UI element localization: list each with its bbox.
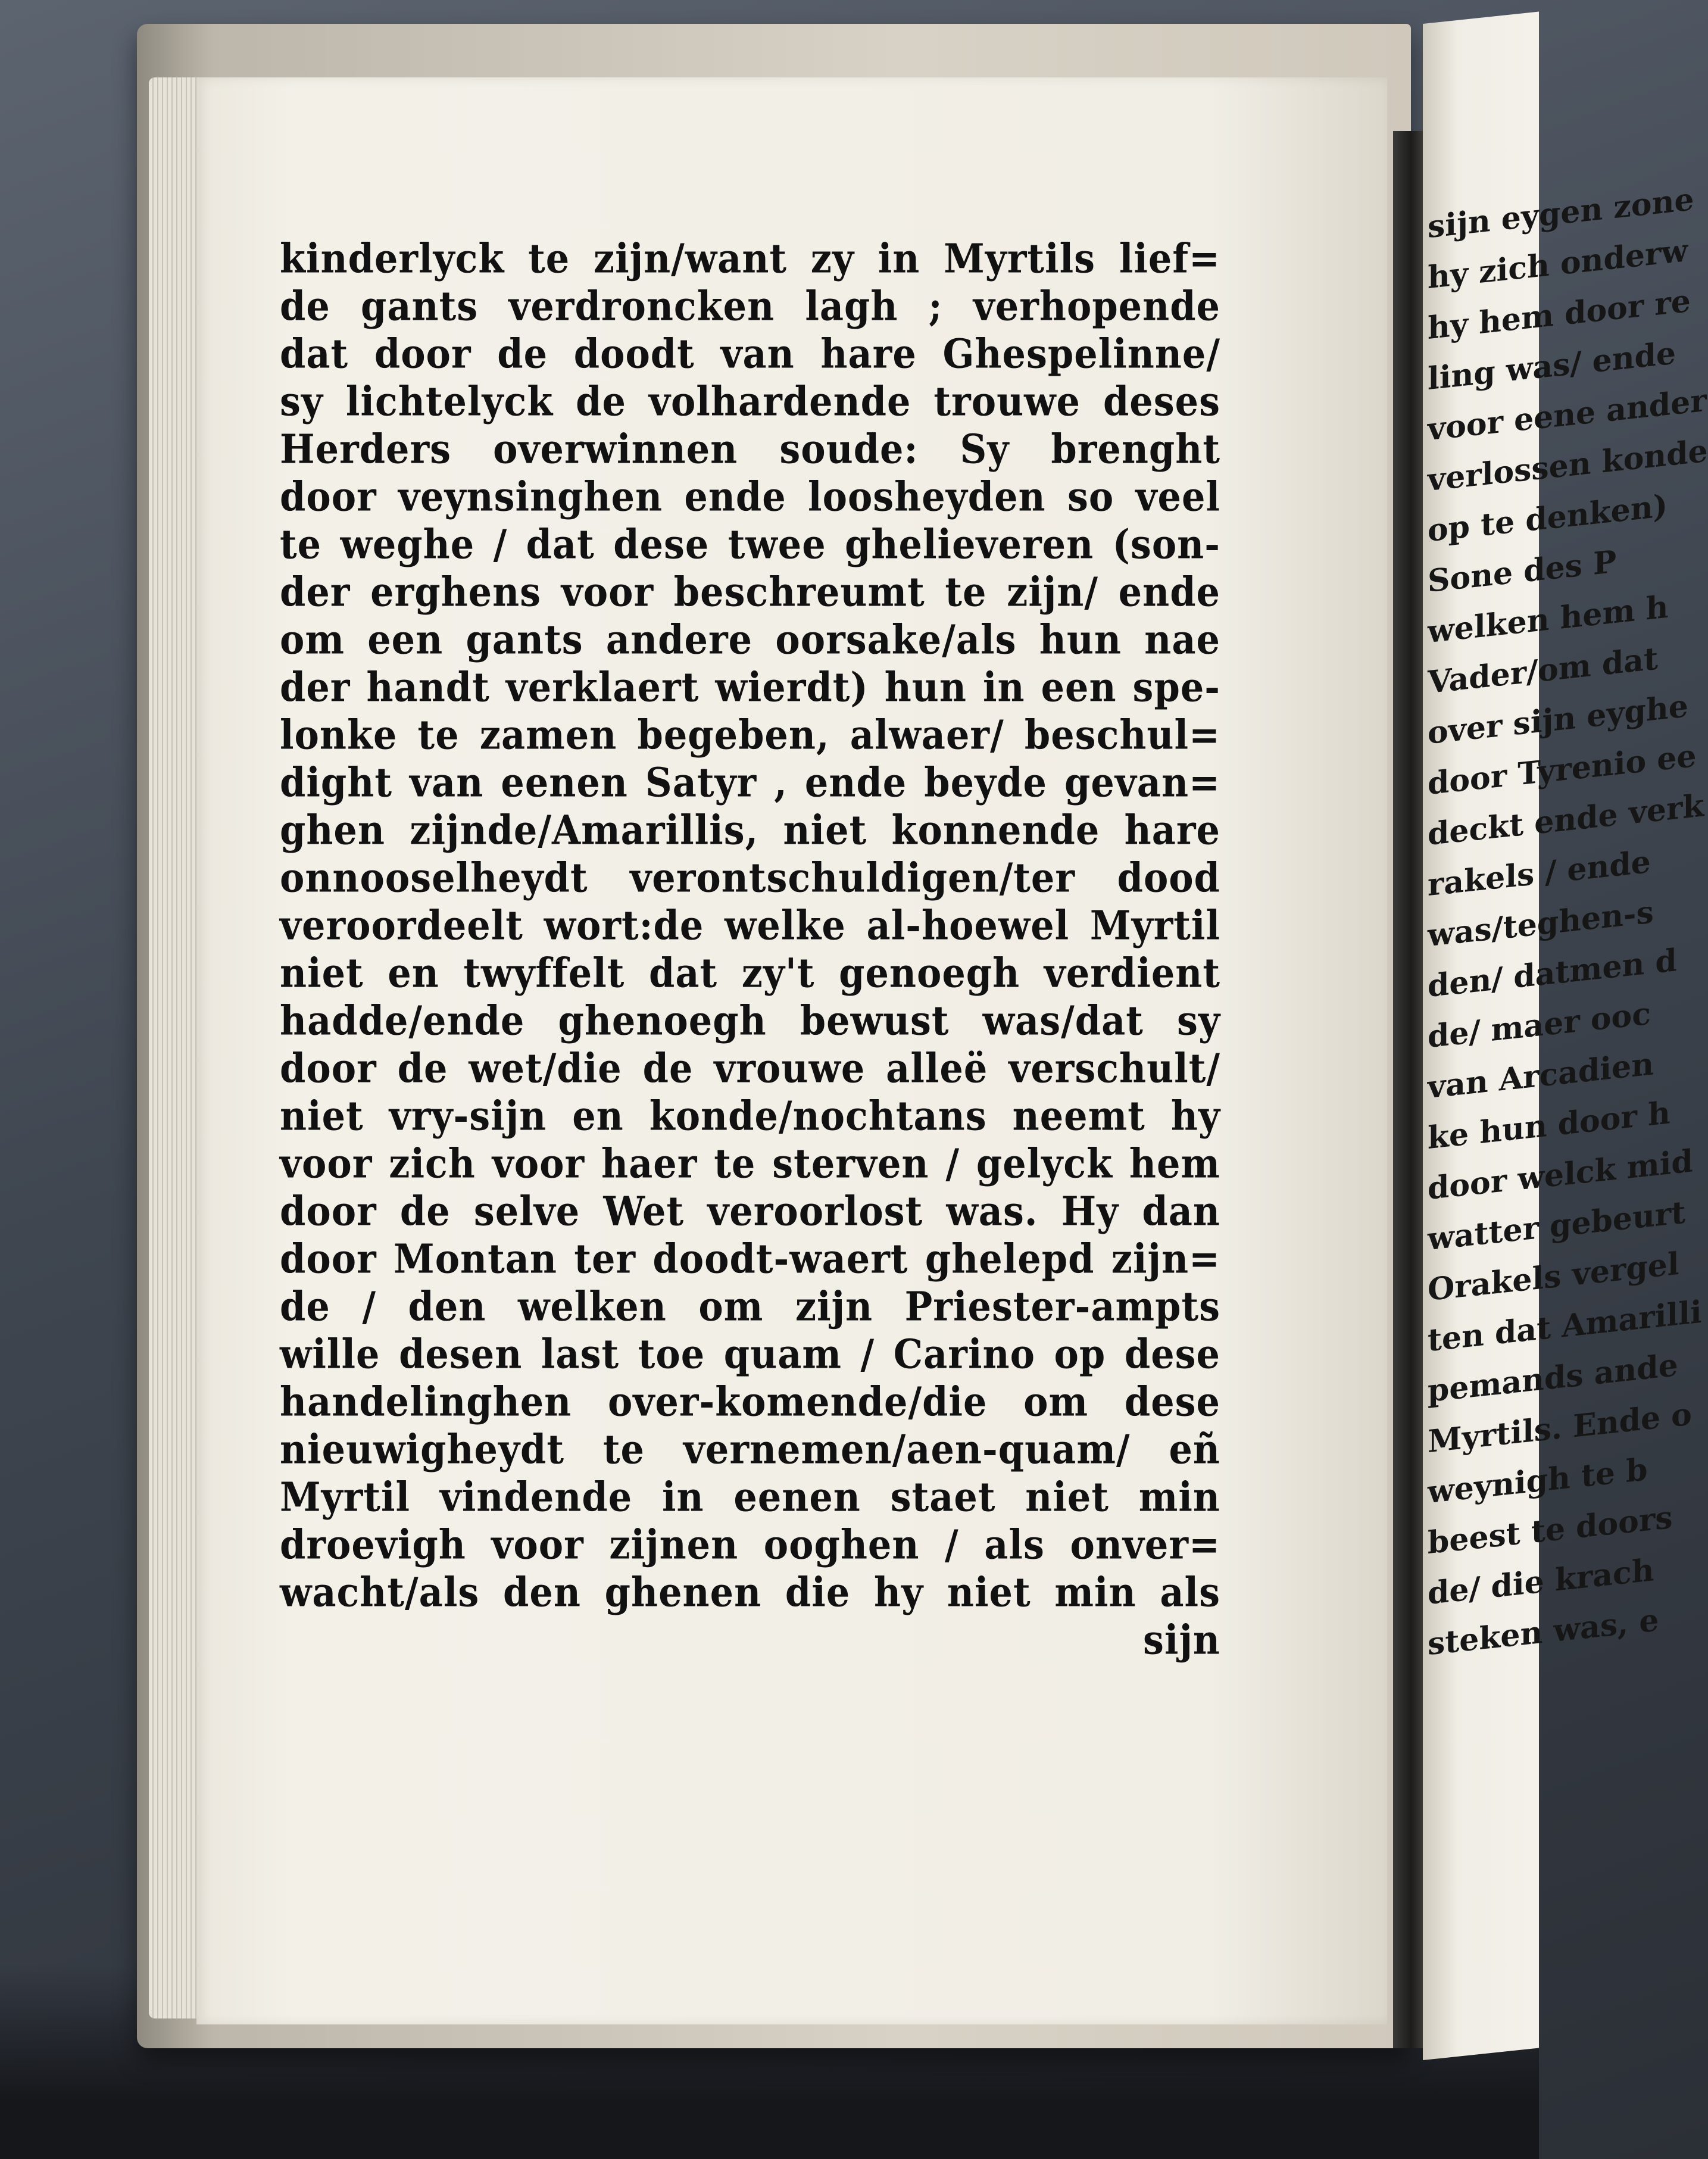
right-text-line: rakels / ende	[1428, 843, 1651, 904]
text-line: sy lichtelyck de volhardende trouwe deses	[280, 378, 1220, 425]
left-page-text	[280, 235, 1220, 1664]
right-text-line: hy hem door re	[1428, 282, 1691, 347]
right-text-line: deckt ende verk	[1428, 787, 1704, 853]
text-line: voor zich voor haer te sterven / gelyck hem	[280, 1140, 1220, 1187]
text-line: wille desen last toe quam / Carino op dese	[280, 1331, 1220, 1378]
right-text-line: op te denken)	[1428, 487, 1668, 550]
right-text-line: de/ die krach	[1428, 1552, 1654, 1612]
text-line: onnooselheydt verontschuldigen/ter dood	[280, 854, 1220, 901]
right-text-line: van Arcadien	[1428, 1046, 1654, 1106]
right-text-line: Vader/om dat	[1428, 640, 1658, 701]
catchword: sijn	[1143, 1617, 1220, 1664]
text-line: dat door de doodt van hare Ghespelinne/	[280, 330, 1220, 377]
text-line: droevigh voor zijnen ooghen / als onver=	[280, 1521, 1220, 1568]
right-text-line: beest te doors	[1428, 1499, 1673, 1562]
right-text-line: door welck mid	[1428, 1143, 1693, 1208]
right-text-line: Sone des P	[1428, 543, 1617, 600]
text-line: handelinghen over-komende/die om dese	[280, 1378, 1220, 1425]
text-line: door de wet/die de vrouwe alleë verschult/	[280, 1045, 1220, 1092]
text-line: niet en twyffelt dat zy't genoegh verdient	[280, 950, 1220, 997]
text-line: niet vry-sijn en konde/nochtans neemt hy	[280, 1093, 1220, 1140]
text-line: lonke te zamen begeben, alwaer/ beschul=	[280, 712, 1220, 759]
text-line: nieuwigheydt te vernemen/aen-quam/ eñ	[280, 1426, 1220, 1473]
right-text-line: steken was, e	[1428, 1602, 1659, 1663]
right-text-line: Orakels vergel	[1428, 1245, 1679, 1309]
text-line: om een gants andere oorsake/als hun nae	[280, 616, 1220, 663]
right-text-line: hy zich onderw	[1428, 232, 1688, 297]
right-text-line: ling was/ ende	[1428, 335, 1676, 398]
text-line: dight van eenen Satyr , ende beyde gevan=	[280, 759, 1220, 806]
right-text-line: weynigh te b	[1428, 1451, 1648, 1511]
right-text-line: pemands ande	[1428, 1346, 1678, 1410]
right-text-line: verlossen konde	[1428, 432, 1708, 499]
right-text-line: watter gebeurt	[1428, 1194, 1686, 1258]
right-text-line: ke hun door h	[1428, 1094, 1670, 1157]
text-line: door de selve Wet veroorlost was. Hy dan	[280, 1188, 1220, 1235]
text-line: door veynsinghen ende looshеyden so veel	[280, 473, 1220, 520]
text-line: de gants verdroncken lagh ; verhopende	[280, 283, 1220, 330]
right-text-line: welken hem h	[1428, 588, 1669, 651]
page-edges	[149, 77, 202, 2018]
text-line: wacht/als den ghenen die hy niet min als	[280, 1569, 1220, 1616]
right-text-line: over sijn eyghe	[1428, 688, 1688, 752]
text-line: Herders overwinnen soude: Sy brenght	[280, 426, 1220, 473]
right-page-text	[1428, 176, 1708, 1670]
text-line: veroordeelt wort:de welke al-hoewel Myrtil	[280, 902, 1220, 949]
right-text-line: voor eene ander	[1428, 382, 1707, 448]
right-text-line: sijn eygen zone	[1428, 181, 1694, 246]
text-line: ghen zijnde/Amarillis, niet konnende hare	[280, 807, 1220, 854]
right-text-line: door Tyrenio ee	[1428, 737, 1697, 803]
text-line: Myrtil vindende in eenen staet niet min	[280, 1474, 1220, 1521]
right-text-line: was/teghen-s	[1428, 894, 1654, 954]
text-line: der handt verklaert wierdt) hun in een spe-	[280, 664, 1220, 711]
right-text-line: ten dat Amarilli	[1428, 1293, 1702, 1359]
text-line: door Montan ter doodt-waert ghelepd zijn=	[280, 1236, 1220, 1283]
right-page	[1423, 12, 1708, 2060]
text-line: der erghens voor beschreumt te zijn/ ende	[280, 569, 1220, 616]
right-text-line: den/ datmen d	[1428, 942, 1677, 1005]
text-line: de / den welken om zijn Priester-ampts	[280, 1283, 1220, 1330]
text-line: kinderlyck te zijn/want zy in Myrtils lief=	[280, 235, 1220, 282]
right-text-line: Myrtils. Ende o	[1428, 1396, 1692, 1461]
text-line: hadde/ende ghenoegh bewust was/dat sy	[280, 997, 1220, 1044]
text-line: te weghe / dat dese twee ghelieveren (son-	[280, 521, 1220, 568]
right-text-line: de/ maer ooc	[1428, 995, 1651, 1056]
